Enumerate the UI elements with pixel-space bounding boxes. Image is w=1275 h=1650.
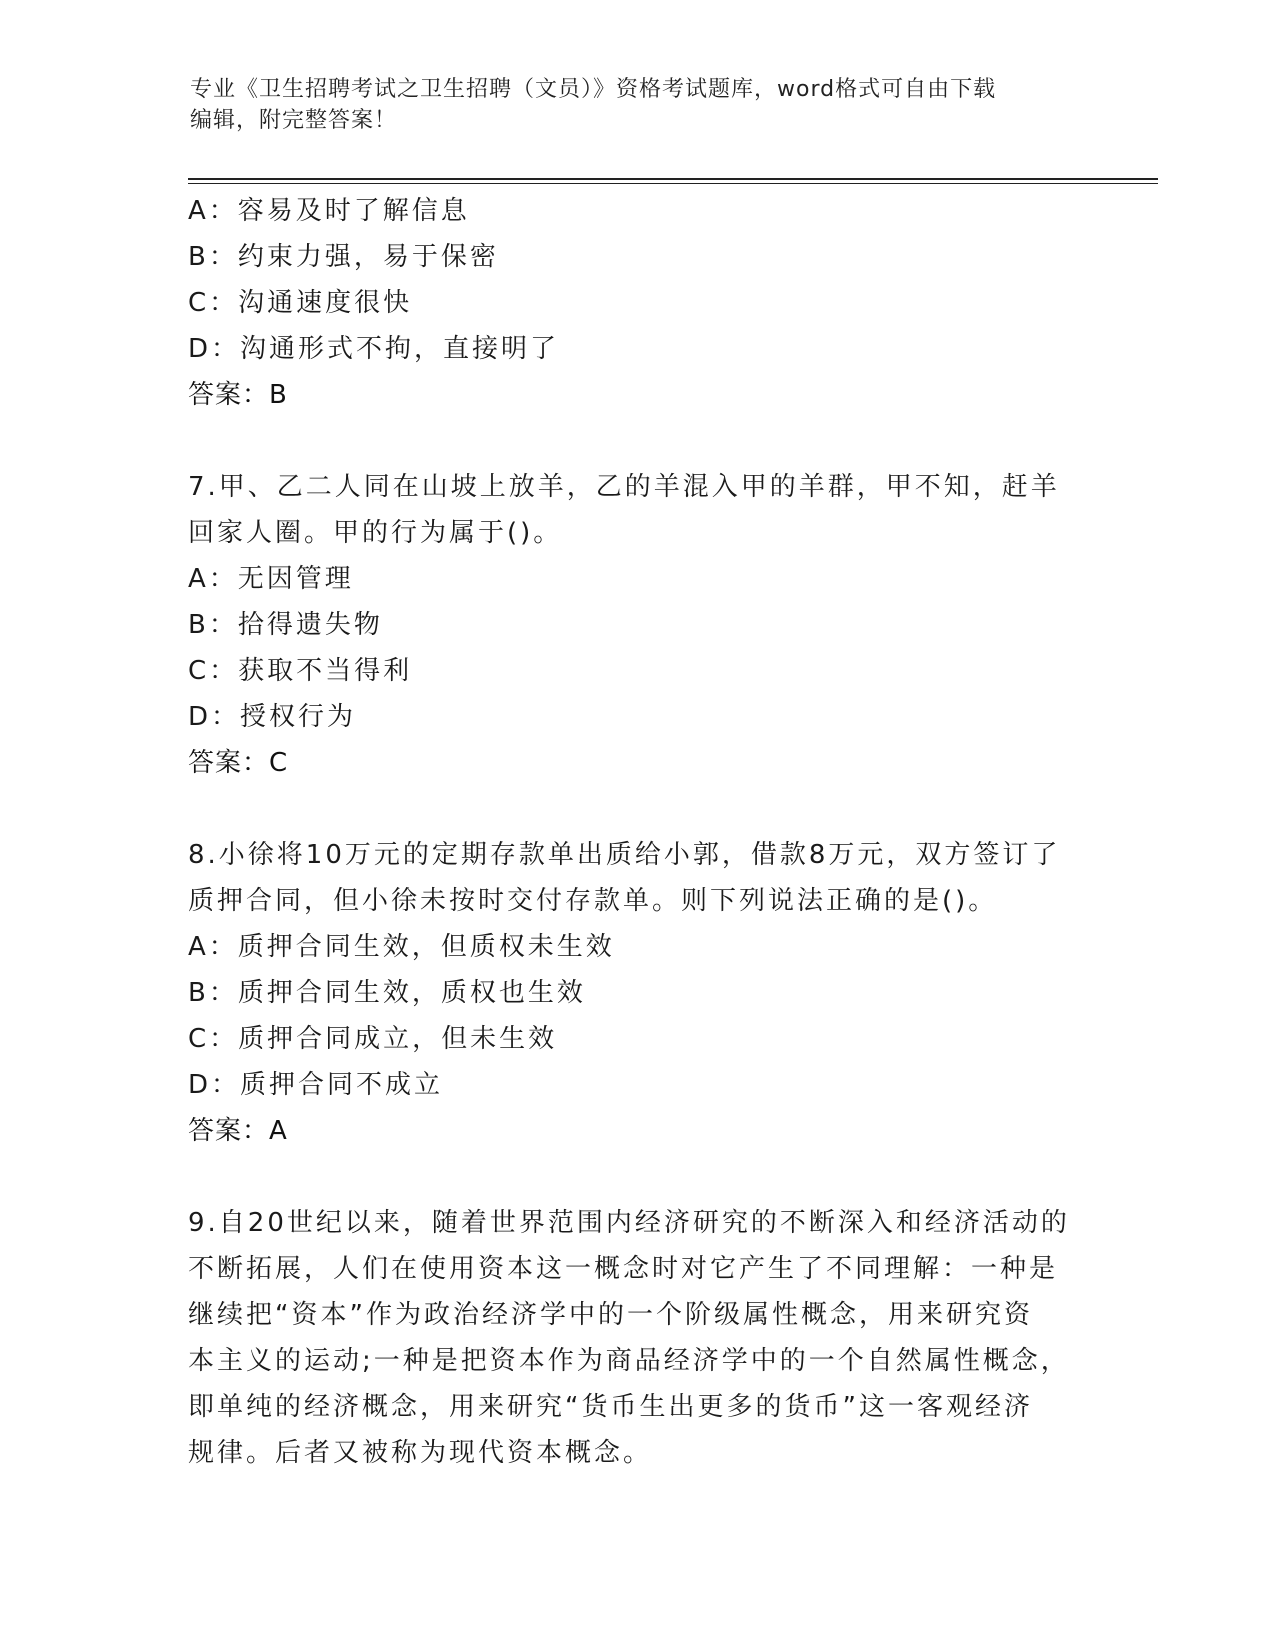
option-b: B：拾得遗失物: [188, 610, 383, 640]
option-c: C：沟通速度很快: [188, 288, 413, 318]
question-gap: [188, 786, 1088, 832]
answer-line: 答案：A: [188, 1116, 288, 1146]
header-line-1: 专业《卫生招聘考试之卫生招聘（文员）》资格考试题库，word格式可自由下载: [190, 77, 997, 102]
answer-line: 答案：B: [188, 380, 288, 410]
option-c: C：获取不当得利: [188, 656, 413, 686]
document-header: [190, 74, 1070, 136]
option-c: C：质押合同成立，但未生效: [188, 1024, 558, 1054]
option-d: D：质押合同不成立: [188, 1070, 444, 1100]
question-list: [188, 188, 1088, 1476]
header-rule-thin: [188, 183, 1158, 184]
header-rule-thick: [188, 178, 1158, 180]
answer-line: 答案：C: [188, 748, 289, 778]
question-stem-line: 质押合同，但小徐未按时交付存款单。则下列说法正确的是()。: [188, 886, 998, 916]
question-stem-line: 8.小徐将10万元的定期存款单出质给小郭，借款8万元，双方签订了: [188, 840, 1061, 870]
option-a: A：质押合同生效，但质权未生效: [188, 932, 615, 962]
question-stem-line: 回家人圈。甲的行为属于()。: [188, 518, 563, 548]
question-gap: [188, 418, 1088, 464]
question-7: [188, 464, 1088, 786]
question-gap: [188, 1154, 1088, 1200]
question-stem-line: 规律。后者又被称为现代资本概念。: [188, 1438, 653, 1468]
question-stem-line: 7.甲、乙二人同在山坡上放羊，乙的羊混入甲的羊群，甲不知，赶羊: [188, 472, 1060, 502]
question-9: [188, 1200, 1088, 1476]
header-line-2: 编辑，附完整答案！: [190, 108, 398, 133]
question-stem-line: 本主义的运动;一种是把资本作为商品经济学中的一个自然属性概念，: [188, 1346, 1070, 1376]
option-a: A：容易及时了解信息: [188, 196, 470, 226]
question-stem-line: 9.自20世纪以来，随着世界范围内经济研究的不断深入和经济活动的: [188, 1208, 1070, 1238]
question-stem-line: 即单纯的经济概念，用来研究“货币生出更多的货币”这一客观经济: [188, 1392, 1033, 1422]
option-b: B：约束力强，易于保密: [188, 242, 499, 272]
option-b: B：质押合同生效，质权也生效: [188, 978, 586, 1008]
question-8: [188, 832, 1088, 1154]
option-a: A：无因管理: [188, 564, 354, 594]
option-d: D：授权行为: [188, 702, 357, 732]
option-d: D：沟通形式不拘，直接明了: [188, 334, 560, 364]
question-6: [188, 188, 1088, 418]
question-stem-line: 不断拓展，人们在使用资本这一概念时对它产生了不同理解：一种是: [188, 1254, 1059, 1284]
question-stem-line: 继续把“资本”作为政治经济学中的一个阶级属性概念，用来研究资: [188, 1300, 1033, 1330]
